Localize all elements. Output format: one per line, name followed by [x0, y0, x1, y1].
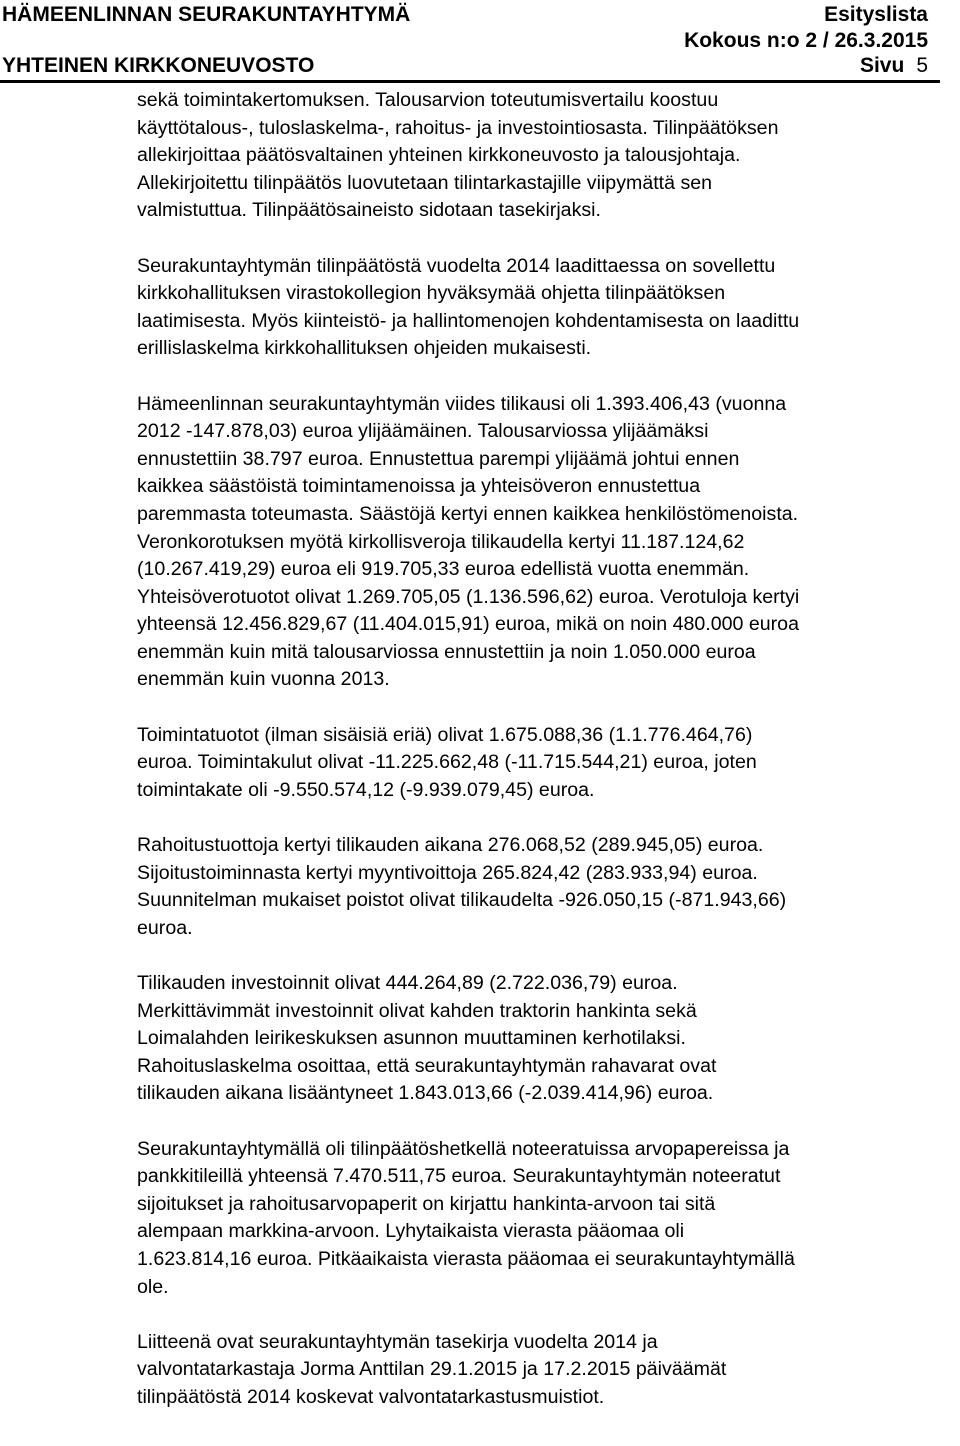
organization-name: HÄMEENLINNAN SEURAKUNTAYHTYMÄ: [2, 3, 411, 26]
paragraph-attachments: Liitteenä ovat seurakuntayhtymän tasekirja vuodelta 2014 ja valvontatarkastaja Jorma Anttilan 29.1.2015 ja 17.2.2015 päiväämät tilinpäätöstä 2014 koskevat valvontatarkastusmuistiot.: [137, 1330, 727, 1408]
document-body: [137, 87, 952, 1412]
paragraph-surplus-and-taxes: Hämeenlinnan seurakuntayhtymän viides tilikausi oli 1.393.406,43 (vuonna 2012 -147.878,03) euroa ylijäämäinen. Talousarviossa ylijäämäksi ennustettiin 38.797 euroa. Ennustettua parempi ylijäämä johtui ennen kaikkea säästöistä toimintamenoissa ja yhteisöveron ennustettua paremmasta toteumasta. Säästöjä kertyi ennen kaikkea henkilöstömenoista. Veronkorotuksen myötä kirkollisveroja tilikaudella kertyi 11.187.124,62 (10.267.419,29) euroa eli 919.705,33 euroa edellistä vuotta enemmän. Yhteisöverotuotot olivat 1.269.705,05 (1.136.596,62) euroa. Verotuloja kertyi yhteensä 12.456.829,67 (11.404.015,91) euroa, mikä on noin 480.000 euroa enemmän kuin mitä talousarviossa ennustettiin ja noin 1.050.000 euroa enemmän kuin vuonna 2013.: [137, 392, 800, 691]
page-indicator: [860, 53, 928, 79]
page-label: Sivu: [859, 54, 905, 77]
page-header: [0, 0, 940, 83]
meeting-info: Kokous n:o 2 / 26.3.2015: [684, 29, 928, 52]
board-name: YHTEINEN KIRKKONEUVOSTO: [2, 54, 315, 77]
paragraph-financial-income: Rahoitustuottoja kertyi tilikauden aikana 276.068,52 (289.945,05) euroa. Sijoitustoiminnasta kertyi myyntivoittoja 265.824,42 (283.933,94) euroa. Suunnitelman mukaiset poistot olivat tilikaudelta -926.050,15 (-871.943,66) euroa.: [137, 834, 787, 939]
paragraph-accounting-guidelines: Seurakuntayhtymän tilinpäätöstä vuodelta 2014 laadittaessa on sovellettu kirkkohallituksen virastokollegion hyväksymää ohjetta tilinpäätöksen laatimisesta. Myös kiinteistö- ja hallintomenojen kohdentamisesta on laadittu erillislaskelma kirkkohallituksen ohjeiden mukaisesti.: [137, 254, 800, 360]
page-number: 5: [916, 54, 928, 77]
paragraph-operating-result: Toimintatuotot (ilman sisäisiä eriä) olivat 1.675.088,36 (1.1.776.464,76) euroa. Toimintakulut olivat -11.225.662,48 (-11.715.544,21) euroa, joten toimintakate oli -9.550.574,12 (-9.939.079,45) euroa.: [137, 723, 757, 801]
paragraph-investments: Tilikauden investoinnit olivat 444.264,89 (2.722.036,79) euroa. Merkittävimmät investoinnit olivat kahden traktorin hankinta sekä Loimalahden leirikeskuksen asunnon muuttaminen kerhotilaksi. Rahoituslaskelma osoittaa, että seurakuntayhtymän rahavarat ovat tilikauden aikana lisääntyneet 1.843.013,66 (-2.039.414,96) euroa.: [137, 972, 717, 1105]
document-type: Esityslista: [824, 3, 928, 26]
paragraph-securities-and-liabilities: Seurakuntayhtymällä oli tilinpäätöshetkellä noteeratuissa arvopapereissa ja pankkitileillä yhteensä 7.470.511,75 euroa. Seurakuntayhtymän noteeratut sijoitukset ja rahoitusarvopaperit on kirjattu hankinta-arvoon tai sitä alempaan markkina-arvoon. Lyhytaikaista vierasta pääomaa oli 1.623.814,16 euroa. Pitkäaikaista vierasta pääomaa ei seurakuntayhtymällä ole.: [137, 1137, 795, 1298]
paragraph-financial-statement-structure: sekä toimintakertomuksen. Talousarvion toteutumisvertailu koostuu käyttötalous-, tuloslaskelma-, rahoitus- ja investointiosasta. Tilinpäätöksen allekirjoittaa päätösvaltainen yhteinen kirkkoneuvosto ja talousjohtaja. Allekirjoitettu tilinpäätös luovutetaan tilintarkastajille viipymättä sen valmistuttua. Tilinpäätösaineisto sidotaan tasekirjaksi.: [137, 89, 779, 222]
